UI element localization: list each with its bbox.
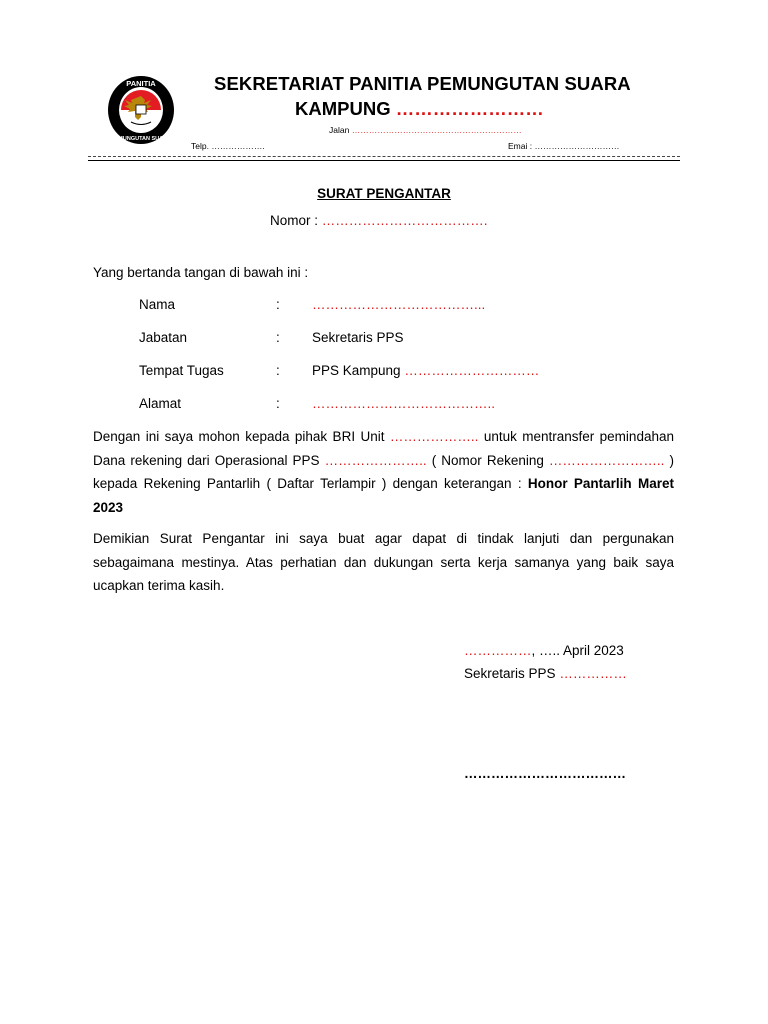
kpu-logo (106, 74, 176, 146)
header-address (329, 125, 522, 135)
header-divider-dashed (88, 156, 680, 157)
field-value-text: PPS Kampung (312, 363, 401, 378)
field-label-jabatan: Jabatan (139, 330, 188, 345)
field-value-text: Sekretaris PPS (312, 330, 404, 345)
header-phone: Telp. ………………. (191, 141, 265, 151)
document-number (270, 213, 488, 228)
signature-name: ……………………………… (464, 766, 626, 781)
header-title-line1: SEKRETARIAT PANITIA PEMUNGUTAN SUARA (214, 73, 631, 94)
nomor-label: Nomor : (270, 213, 319, 228)
field-value-tempat-tugas (312, 363, 539, 378)
p1-text-3: ( Nomor Rekening (431, 452, 544, 468)
logo-emblem-icon (106, 74, 176, 146)
svg-text:PANITIA: PANITIA (126, 79, 156, 88)
signature-role (464, 666, 627, 681)
p1-keterangan: Honor Pantarlih Maret 2023 (93, 476, 674, 515)
p1-text-2: untuk mentransfer pemindahan Dana rekening dari Operasional PPS (93, 429, 674, 468)
role-label: Sekretaris PPS (464, 666, 556, 681)
field-value-nama (312, 297, 485, 312)
jalan-dots: …………………………………………………… (351, 125, 522, 135)
header-kampung-label: KAMPUNG (295, 98, 391, 119)
nomor-dots: ………………………………. (321, 213, 488, 228)
document-title: SURAT PENGANTAR (317, 186, 451, 201)
p1-dots-3: …………………….. (548, 452, 665, 468)
field-label-nama: Nama (139, 297, 176, 312)
header-kampung-dots: …………………… (395, 98, 544, 119)
header-title-line2 (295, 98, 544, 120)
field-label-tempat-tugas: Tempat Tugas (139, 363, 224, 378)
paragraph-request (93, 425, 674, 519)
p1-dots-1: ……………….. (389, 429, 479, 444)
date-text: , ….. April 2023 (531, 643, 624, 658)
field-value-dots: ………………………………….. (312, 396, 496, 411)
p1-text-1: Dengan ini saya mohon kepada pihak BRI Unit (93, 429, 385, 444)
field-value-alamat (312, 396, 495, 411)
header-divider-solid (88, 160, 680, 161)
field-value-dots: ………………………………... (312, 297, 486, 312)
signature-date (464, 643, 624, 658)
field-colon: : (276, 297, 280, 312)
date-dots: …………… (464, 643, 532, 658)
field-value-dots: ………………………… (404, 363, 540, 378)
field-label-alamat: Alamat (139, 396, 182, 411)
paragraph-closing: Demikian Surat Pengantar ini saya buat agar dapat di tindak lanjuti dan pergunakan sebagaimana mestinya. Atas perhatian dan dukungan serta kerja samanya yang baik saya ucapkan terima kasih. (93, 531, 674, 593)
p1-text-4: ) kepada Rekening Pantarlih ( Daftar Terlampir ) dengan keterangan : (93, 452, 674, 491)
field-colon: : (276, 330, 280, 345)
header-email: Emai : ………………………… (508, 141, 620, 151)
role-dots: …………… (559, 666, 627, 681)
intro-text: Yang bertanda tangan di bawah ini : (93, 265, 309, 280)
svg-text:PEMUNGUTAN SUARA: PEMUNGUTAN SUARA (110, 136, 172, 142)
field-colon: : (276, 396, 280, 411)
field-colon: : (276, 363, 280, 378)
field-value-jabatan (312, 330, 404, 345)
jalan-label: Jalan (329, 125, 350, 135)
p1-dots-2: ………………….. (324, 452, 427, 468)
